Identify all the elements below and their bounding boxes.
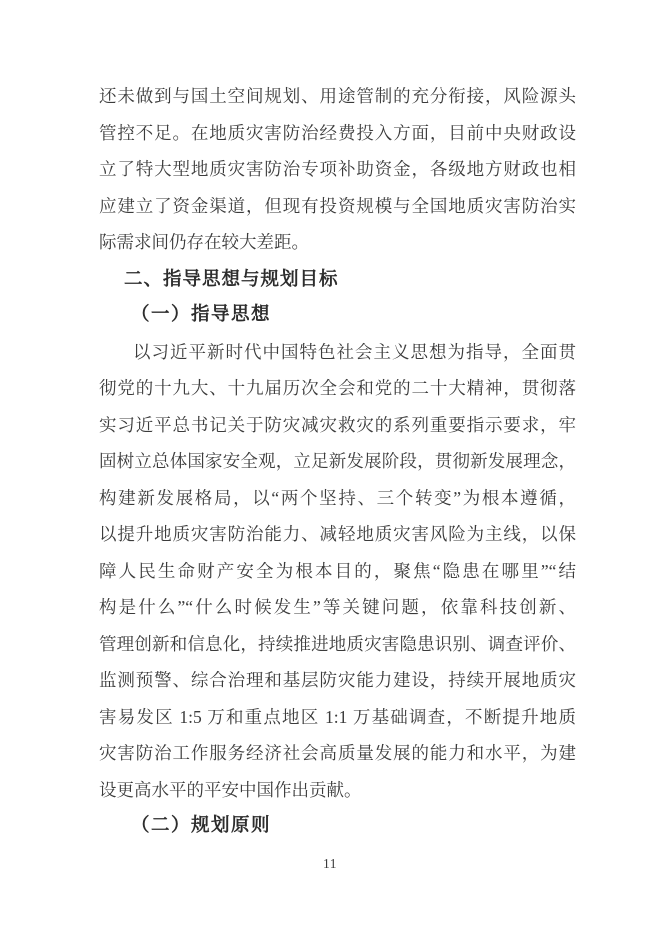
text-line: 立了特大型地质灾害防治专项补助资金，各级地方财政也相 [99,159,576,179]
text-line: 还未做到与国土空间规划、用途管制的充分衔接，风险源头 [99,86,576,106]
text-line: 以提升地质灾害防治能力、减轻地质灾害风险为主线，以保 [99,524,576,544]
text-line: 管理创新和信息化，持续推进地质灾害隐患识别、调查评价、 [99,633,576,654]
text-line: 灾害防治工作服务经济社会高质量发展的能力和水平，为建 [99,743,576,763]
text-line: 管控不足。在地质灾害防治经费投入方面，目前中央财政设 [99,122,576,143]
text-line: 设更高水平的平安中国作出贡献。 [99,779,362,800]
text-line: 彻党的十九大、十九届历次全会和党的二十大精神，贯彻落 [99,378,576,398]
text-line: 构是什么”“什么时候发生”等关键问题，依靠科技创新、 [99,597,576,617]
text-line: 实习近平总书记关于防灾减灾救灾的系列重要指示要求，牢 [99,414,576,435]
text-line: 害易发区 1:5 万和重点地区 1:1 万基础调查，不断提升地质 [99,706,576,727]
text-line: 障人民生命财产安全为根本目的，聚焦“隐患在哪里”“结 [99,560,576,581]
text-line: 际需求间仍存在较大差距。 [99,232,309,252]
text-line: 监测预警、综合治理和基层防灾能力建设，持续开展地质灾 [99,670,576,690]
page-number: 11 [323,856,337,871]
text-line: 构建新发展格局，以“两个坚持、三个转变”为根本遵循， [99,487,576,508]
subsection-heading: （一）指导思想 [131,305,272,325]
text-line: 应建立了资金渠道，但现有投资规模与全国地质灾害防治实 [99,195,576,216]
text-line: 以习近平新时代中国特色社会主义思想为指导，全面贯 [133,341,576,362]
text-line: 固树立总体国家安全观，立足新发展阶段，贯彻新发展理念， [99,451,576,471]
section-heading: 二、指导思想与规划目标 [124,267,339,289]
subsection-heading: （二）规划原则 [131,816,272,836]
page-content [99,78,576,845]
